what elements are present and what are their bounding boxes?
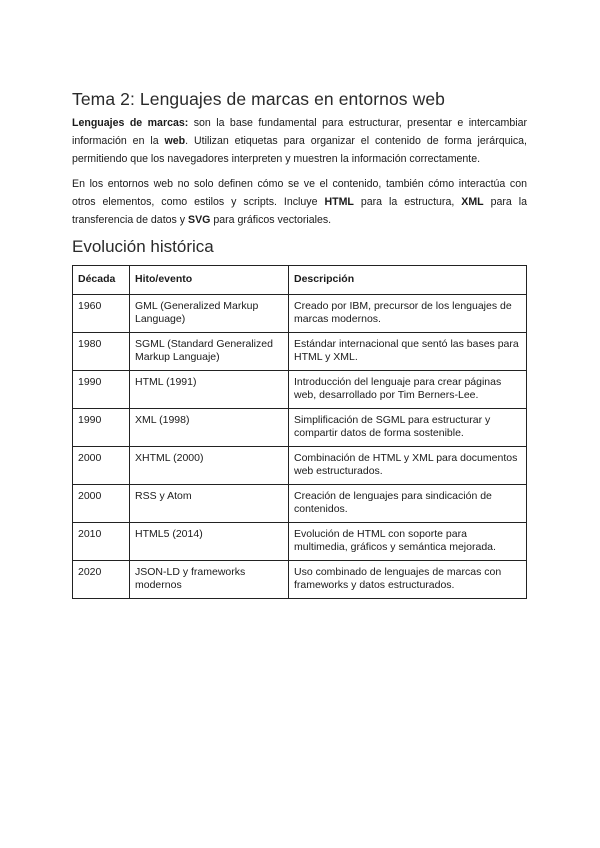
- table-header-row: [73, 266, 527, 295]
- cell-description: Uso combinado de lenguajes de marcas con frameworks y datos estructurados.: [289, 561, 527, 599]
- cell-description: Combinación de HTML y XML para documentos web estructurados.: [289, 447, 527, 485]
- cell-decade: 1990: [73, 371, 130, 409]
- term-label: Lenguajes de marcas:: [72, 117, 189, 129]
- cell-milestone: RSS y Atom: [130, 485, 289, 523]
- context-text-c: para la transferencia de datos y: [72, 196, 527, 226]
- page-title: Tema 2: Lenguajes de marcas en entornos web: [72, 89, 445, 109]
- cell-milestone: HTML (1991): [130, 371, 289, 409]
- cell-decade: 2020: [73, 561, 130, 599]
- intro-text-a: son la base fundamental para estructurar, presentar e intercambiar información en la: [72, 117, 527, 147]
- cell-description: Creado por IBM, precursor de los lenguajes de marcas modernos.: [289, 295, 527, 333]
- xml-keyword: XML: [461, 196, 484, 208]
- cell-milestone: XHTML (2000): [130, 447, 289, 485]
- history-table: [72, 265, 527, 599]
- context-text-a: En los entornos web no solo definen cómo se ve el contenido, también cómo interactúa con otros elementos, como estilos y scripts. Incluye: [72, 178, 527, 208]
- section-title: Evolución histórica: [72, 237, 214, 256]
- table-row: [73, 561, 527, 599]
- cell-description: Simplificación de SGML para estructurar y compartir datos de forma sostenible.: [289, 409, 527, 447]
- header-decade: Década: [73, 266, 130, 295]
- cell-milestone: GML (Generalized Markup Language): [130, 295, 289, 333]
- cell-description: Introducción del lenguaje para crear páginas web, desarrollado por Tim Berners-Lee.: [289, 371, 527, 409]
- cell-milestone: SGML (Standard Generalized Markup Languaje): [130, 333, 289, 371]
- cell-decade: 1960: [73, 295, 130, 333]
- cell-milestone: XML (1998): [130, 409, 289, 447]
- cell-decade: 1980: [73, 333, 130, 371]
- web-keyword: web: [164, 135, 186, 147]
- cell-decade: 2010: [73, 523, 130, 561]
- cell-decade: 1990: [73, 409, 130, 447]
- table-row: [73, 333, 527, 371]
- web-context-paragraph: [72, 175, 527, 229]
- table-row: [73, 485, 527, 523]
- intro-text-b: . Utilizan etiquetas para organizar el contenido de forma jerárquica, permitiendo que los navegadores interpreten y muestren la información correctamente.: [72, 135, 527, 165]
- svg-keyword: SVG: [188, 214, 211, 226]
- intro-paragraph: [72, 114, 527, 168]
- table-row: [73, 523, 527, 561]
- cell-description: Evolución de HTML con soporte para multimedia, gráficos y semántica mejorada.: [289, 523, 527, 561]
- header-description: Descripción: [289, 266, 527, 295]
- table-row: [73, 409, 527, 447]
- cell-decade: 2000: [73, 485, 130, 523]
- cell-milestone: JSON-LD y frameworks modernos: [130, 561, 289, 599]
- cell-milestone: HTML5 (2014): [130, 523, 289, 561]
- table-row: [73, 447, 527, 485]
- cell-description: Creación de lenguajes para sindicación de contenidos.: [289, 485, 527, 523]
- cell-decade: 2000: [73, 447, 130, 485]
- table-row: [73, 371, 527, 409]
- header-milestone: Hito/evento: [130, 266, 289, 295]
- table-row: [73, 295, 527, 333]
- cell-description: Estándar internacional que sentó las bases para HTML y XML.: [289, 333, 527, 371]
- context-text-d: para gráficos vectoriales.: [210, 214, 332, 226]
- html-keyword: HTML: [324, 196, 354, 208]
- context-text-b: para la estructura,: [353, 196, 462, 208]
